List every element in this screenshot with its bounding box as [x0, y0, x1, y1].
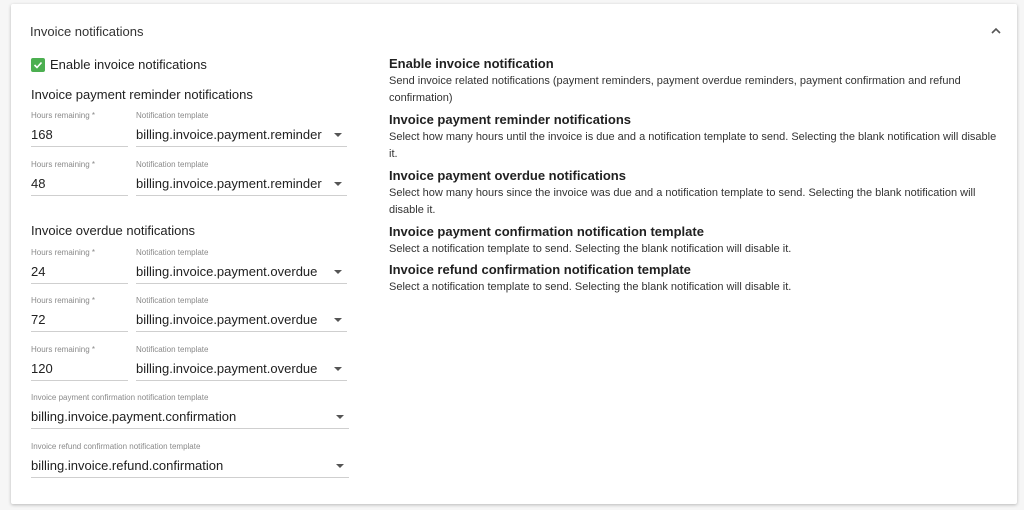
reminder-hours-field-2[interactable]	[31, 160, 128, 196]
overdue-hours-field-3[interactable]	[31, 345, 128, 381]
overdue-section-title: Invoice overdue notifications	[31, 223, 196, 238]
dropdown-arrow-icon[interactable]	[334, 270, 342, 274]
template-value[interactable]: billing.invoice.payment.reminder	[136, 176, 322, 191]
help-overdue-notifications	[389, 168, 1004, 219]
panel-title: Invoice notifications	[30, 24, 144, 39]
template-label: Notification template	[136, 345, 209, 354]
reminder-template-select-1[interactable]	[136, 111, 347, 147]
hours-value[interactable]: 24	[31, 264, 46, 279]
dropdown-arrow-icon[interactable]	[334, 133, 342, 137]
dropdown-arrow-icon[interactable]	[334, 182, 342, 186]
help-reminder-notifications	[389, 112, 1004, 163]
help-title: Invoice payment reminder notifications	[389, 112, 631, 127]
dropdown-arrow-icon[interactable]	[336, 415, 344, 419]
template-value[interactable]: billing.invoice.payment.overdue	[136, 312, 318, 327]
hours-label: Hours remaining *	[31, 296, 96, 305]
dropdown-arrow-icon[interactable]	[336, 464, 344, 468]
hours-value[interactable]: 168	[31, 127, 53, 142]
help-title: Invoice payment confirmation notification template	[389, 224, 704, 239]
help-title: Invoice payment overdue notifications	[389, 168, 626, 183]
confirmation-template-value[interactable]: billing.invoice.payment.confirmation	[31, 409, 237, 424]
refund-confirmation-template-select[interactable]	[31, 442, 349, 478]
enable-checkbox-label: Enable invoice notifications	[50, 57, 207, 72]
help-title: Invoice refund confirmation notification template	[389, 262, 691, 277]
help-refund-template	[389, 262, 1004, 296]
help-text: Select how many hours since the invoice was due and a notification template to send. Selecting the blank notification will disable it.	[389, 187, 976, 216]
invoice-notifications-panel	[11, 4, 1017, 504]
hours-label: Hours remaining *	[31, 160, 96, 169]
hours-label: Hours remaining *	[31, 345, 96, 354]
template-value[interactable]: billing.invoice.payment.overdue	[136, 264, 318, 279]
hours-value[interactable]: 72	[31, 312, 46, 327]
hours-label: Hours remaining *	[31, 248, 96, 257]
enable-invoice-notifications-checkbox[interactable]	[31, 57, 207, 72]
help-enable-notification	[389, 56, 1004, 107]
payment-confirmation-template-select[interactable]	[31, 393, 349, 429]
checkbox-checked-icon[interactable]	[31, 58, 45, 72]
overdue-template-select-3[interactable]	[136, 345, 347, 381]
overdue-template-select-2[interactable]	[136, 296, 347, 332]
overdue-hours-field-2[interactable]	[31, 296, 128, 332]
hours-value[interactable]: 48	[31, 176, 46, 191]
overdue-hours-field-1[interactable]	[31, 248, 128, 284]
reminder-hours-field-1[interactable]	[31, 111, 128, 147]
help-text: Select a notification template to send. Selecting the blank notification will disable it.	[389, 281, 792, 293]
dropdown-arrow-icon[interactable]	[334, 318, 342, 322]
dropdown-arrow-icon[interactable]	[334, 367, 342, 371]
template-label: Notification template	[136, 248, 209, 257]
help-title: Enable invoice notification	[389, 56, 554, 71]
template-label: Notification template	[136, 296, 209, 305]
chevron-up-icon[interactable]	[989, 24, 1003, 38]
template-label: Notification template	[136, 160, 209, 169]
overdue-template-select-1[interactable]	[136, 248, 347, 284]
refund-template-label: Invoice refund confirmation notification template	[31, 442, 201, 451]
help-text: Select a notification template to send. Selecting the blank notification will disable it.	[389, 243, 792, 255]
help-confirmation-template	[389, 224, 1004, 258]
help-text: Select how many hours until the invoice is due and a notification template to send. Selecting the blank notification will disable it.	[389, 131, 997, 160]
template-value[interactable]: billing.invoice.payment.overdue	[136, 361, 318, 376]
reminder-section-title: Invoice payment reminder notifications	[31, 87, 253, 102]
refund-template-value[interactable]: billing.invoice.refund.confirmation	[31, 458, 224, 473]
template-label: Notification template	[136, 111, 209, 120]
template-value[interactable]: billing.invoice.payment.reminder	[136, 127, 322, 142]
confirmation-template-label: Invoice payment confirmation notification template	[31, 393, 209, 402]
reminder-template-select-2[interactable]	[136, 160, 347, 196]
hours-label: Hours remaining *	[31, 111, 96, 120]
hours-value[interactable]: 120	[31, 361, 53, 376]
help-text: Send invoice related notifications (payment reminders, payment overdue reminders, payment confirmation and refund confirmation)	[389, 75, 961, 104]
